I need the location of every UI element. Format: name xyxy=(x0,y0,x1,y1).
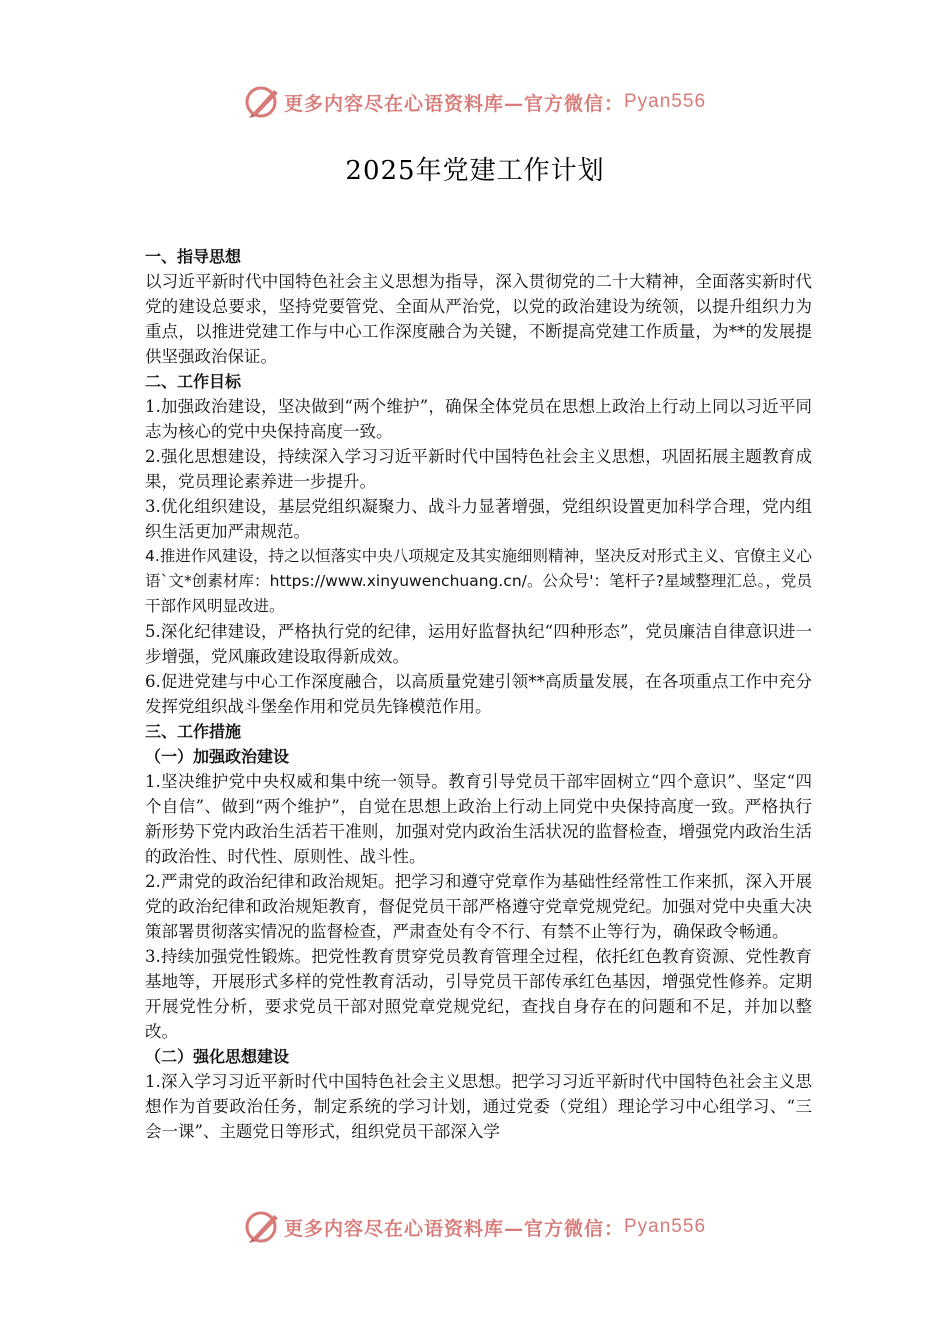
paragraph: 以习近平新时代中国特色社会主义思想为指导，深入贯彻党的二十大精神，全面落实新时代党的建设总要求，坚持党要管党、全面从严治党，以党的政治建设为统领，以提升组织力为重点，以推进党建工作与中心工作深度融合为关键，不断提高党建工作质量，为**的发展提供坚强政治保证。 xyxy=(145,272,812,366)
section-heading: 一、指导思想 xyxy=(145,247,242,266)
header-banner xyxy=(0,82,950,122)
paragraph: 1.坚决维护党中央权威和集中统一领导。教育引导党员干部牢固树立“四个意识”、坚定“四个自信”、做到“两个维护”，自觉在思想上政治上行动上同党中央保持高度一致。严格执行新形势下党内政治生活若干准则，加强对党内政治生活状况的监督检查，增强党内政治生活的政治性、时代性、原则性、战斗性。 xyxy=(145,772,812,866)
paragraph: 2.强化思想建设，持续深入学习习近平新时代中国特色社会主义思想，巩固拓展主题教育成果，党员理论素养进一步提升。 xyxy=(145,447,812,491)
paragraph: 3.优化组织建设，基层党组织凝聚力、战斗力显著增强，党组织设置更加科学合理，党内组织生活更加严肃规范。 xyxy=(145,497,812,541)
subsection-heading: （二）强化思想建设 xyxy=(145,1047,290,1066)
paragraph: 5.深化纪律建设，严格执行党的纪律，运用好监督执纪“四种形态”，党员廉洁自律意识进一步增强，党风廉政建设取得新成效。 xyxy=(145,622,812,666)
banner-text: 更多内容尽在心语资料库—官方微信： xyxy=(283,1217,624,1240)
paragraph: 3.持续加强党性锻炼。把党性教育贯穿党员教育管理全过程，依托红色教育资源、党性教育基地等，开展形式多样的党性教育活动，引导党员干部传承红色基因，增强党性修养。定期开展党性分析，要求党员干部对照党章党规党纪，查找自身存在的问题和不足，并加以整改。 xyxy=(145,947,812,1041)
paragraph: 4.推进作风建设，持之以恒落实中央八项规定及其实施细则精神，坚决反对形式主义、官僚主义心语`文*创素材库：https://www.xinyuwenchuang.cn/。公众号'：笔杆子?星域整理汇总。，党员干部作风明显改进。 xyxy=(145,547,812,615)
footer-banner xyxy=(0,1207,950,1247)
paragraph: 2.严肃党的政治纪律和政治规矩。把学习和遵守党章作为基础性经常性工作来抓，深入开展党的政治纪律和政治规矩教育，督促党员干部严格遵守党章党规党纪。加强对党中央重大决策部署贯彻落实情况的监督检查，严肃查处有令不行、有禁不止等行为，确保政令畅通。 xyxy=(145,872,812,941)
banner-wechat-id: Pyan556 xyxy=(624,1216,707,1237)
paragraph: 6.促进党建与中心工作深度融合，以高质量党建引领**高质量发展，在各项重点工作中充分发挥党组织战斗堡垒作用和党员先锋模范作用。 xyxy=(145,672,812,716)
pen-logo-icon xyxy=(244,1209,282,1245)
pen-logo-icon xyxy=(244,84,282,120)
banner-text: 更多内容尽在心语资料库—官方微信： xyxy=(283,92,624,115)
paragraph: 1.加强政治建设，坚决做到“两个维护”，确保全体党员在思想上政治上行动上同以习近平同志为核心的党中央保持高度一致。 xyxy=(145,397,812,441)
document-body xyxy=(145,244,812,1144)
section-heading: 三、工作措施 xyxy=(145,722,242,741)
document-title: 2025年党建工作计划 xyxy=(345,156,605,186)
banner-wechat-id: Pyan556 xyxy=(624,91,707,112)
paragraph: 1.深入学习习近平新时代中国特色社会主义思想。把学习习近平新时代中国特色社会主义思想作为首要政治任务，制定系统的学习计划，通过党委（党组）理论学习中心组学习、“三会一课”、主题党日等形式，组织党员干部深入学 xyxy=(145,1072,812,1141)
section-heading: 二、工作目标 xyxy=(145,372,242,391)
subsection-heading: （一）加强政治建设 xyxy=(145,747,290,766)
